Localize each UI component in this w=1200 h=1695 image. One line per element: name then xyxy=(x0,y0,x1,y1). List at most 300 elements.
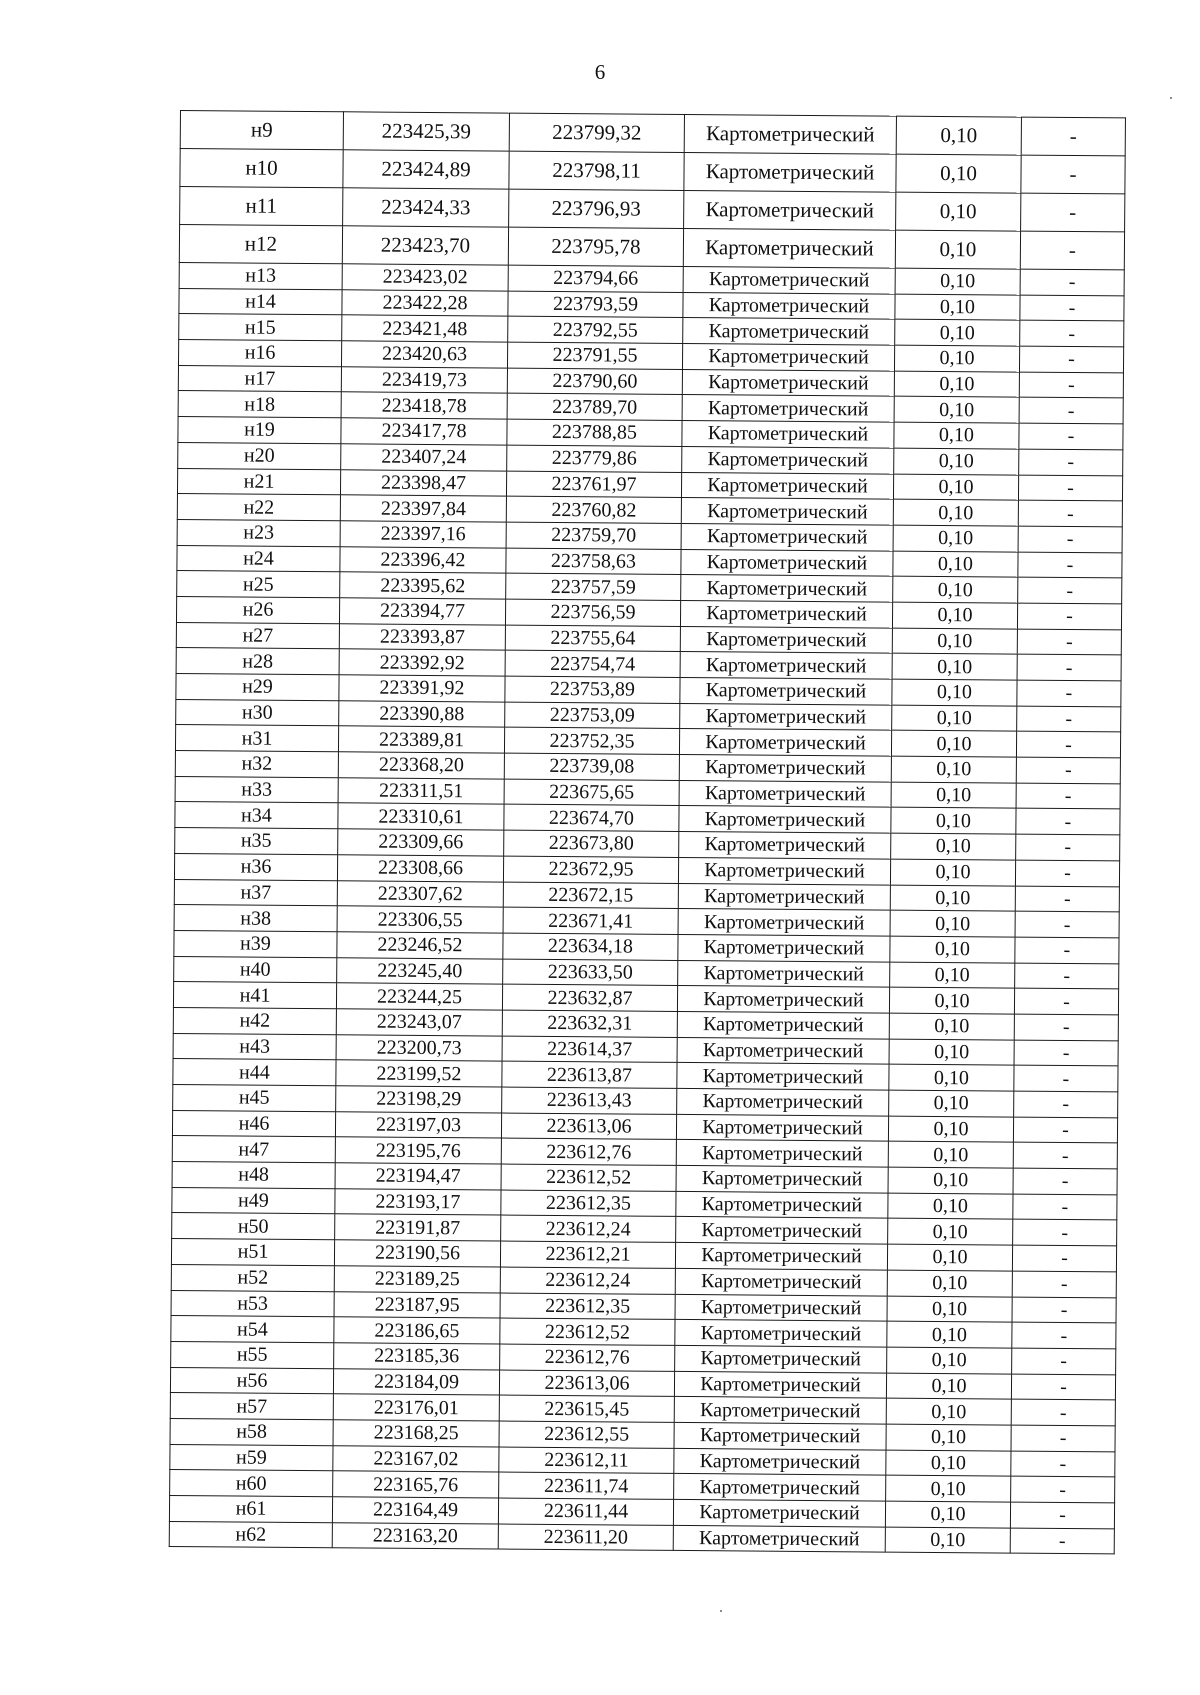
y-coordinate-cell: 223672,95 xyxy=(503,856,678,883)
method-cell: Картометрический xyxy=(683,266,895,293)
accuracy-cell: 0,10 xyxy=(889,1039,1014,1066)
accuracy-cell: 0,10 xyxy=(895,230,1020,269)
description-cell: - xyxy=(1015,886,1119,913)
point-name-cell: н22 xyxy=(177,494,340,521)
accuracy-cell: 0,10 xyxy=(893,525,1018,552)
x-coordinate-cell: 223163,20 xyxy=(332,1522,498,1549)
x-coordinate-cell: 223198,29 xyxy=(336,1086,502,1113)
y-coordinate-cell: 223788,85 xyxy=(507,419,682,446)
description-cell: - xyxy=(1019,398,1123,425)
accuracy-cell: 0,10 xyxy=(887,1321,1012,1348)
y-coordinate-cell: 223672,15 xyxy=(503,882,678,909)
accuracy-cell: 0,10 xyxy=(892,679,1017,706)
x-coordinate-cell: 223368,20 xyxy=(338,752,504,779)
x-coordinate-cell: 223194,47 xyxy=(335,1163,501,1190)
y-coordinate-cell: 223632,87 xyxy=(502,984,677,1011)
method-cell: Картометрический xyxy=(681,575,893,602)
y-coordinate-cell: 223675,65 xyxy=(504,779,679,806)
accuracy-cell: 0,10 xyxy=(893,551,1018,578)
point-name-cell: н21 xyxy=(177,468,340,495)
y-coordinate-cell: 223791,55 xyxy=(507,342,682,369)
y-coordinate-cell: 223753,09 xyxy=(505,702,680,729)
description-cell: - xyxy=(1012,1348,1116,1375)
description-cell: - xyxy=(1017,654,1121,681)
accuracy-cell: 0,10 xyxy=(890,936,1015,963)
description-cell: - xyxy=(1020,269,1124,296)
description-cell: - xyxy=(1014,1091,1118,1118)
accuracy-cell: 0,10 xyxy=(888,1116,1013,1143)
method-cell: Картометрический xyxy=(677,1063,889,1090)
point-name-cell: н58 xyxy=(170,1418,333,1445)
description-cell: - xyxy=(1018,552,1122,579)
description-cell: - xyxy=(1018,475,1122,502)
x-coordinate-cell: 223424,89 xyxy=(343,150,509,189)
description-cell: - xyxy=(1017,706,1121,733)
point-name-cell: н32 xyxy=(175,751,338,778)
method-cell: Картометрический xyxy=(674,1474,886,1501)
method-cell: Картометрический xyxy=(676,1191,888,1218)
description-cell: - xyxy=(1014,1040,1118,1067)
y-coordinate-cell: 223759,70 xyxy=(506,522,681,549)
description-cell: - xyxy=(1020,231,1124,270)
method-cell: Картометрический xyxy=(680,677,892,704)
x-coordinate-cell: 223306,55 xyxy=(337,906,503,933)
x-coordinate-cell: 223164,49 xyxy=(332,1497,498,1524)
x-coordinate-cell: 223187,95 xyxy=(334,1291,500,1318)
description-cell: - xyxy=(1021,155,1125,194)
method-cell: Картометрический xyxy=(682,344,894,371)
point-name-cell: н52 xyxy=(171,1264,334,1291)
point-name-cell: н14 xyxy=(179,288,342,315)
x-coordinate-cell: 223190,56 xyxy=(334,1240,500,1267)
y-coordinate-cell: 223792,55 xyxy=(508,316,683,343)
y-coordinate-cell: 223790,60 xyxy=(507,368,682,395)
y-coordinate-cell: 223613,06 xyxy=(499,1370,674,1397)
accuracy-cell: 0,10 xyxy=(894,371,1019,398)
point-name-cell: н44 xyxy=(173,1059,336,1086)
point-name-cell: н55 xyxy=(171,1341,334,1368)
y-coordinate-cell: 223612,76 xyxy=(501,1138,676,1165)
x-coordinate-cell: 223422,28 xyxy=(342,289,508,316)
y-coordinate-cell: 223673,80 xyxy=(504,830,679,857)
y-coordinate-cell: 223633,50 xyxy=(503,959,678,986)
point-name-cell: н24 xyxy=(177,545,340,572)
accuracy-cell: 0,10 xyxy=(889,1013,1014,1040)
x-coordinate-cell: 223310,61 xyxy=(338,803,504,830)
y-coordinate-cell: 223796,93 xyxy=(509,189,684,228)
method-cell: Картометрический xyxy=(679,832,891,859)
x-coordinate-cell: 223197,03 xyxy=(335,1111,501,1138)
x-coordinate-cell: 223186,65 xyxy=(334,1317,500,1344)
point-name-cell: н38 xyxy=(174,905,337,932)
description-cell: - xyxy=(1013,1220,1117,1247)
description-cell: - xyxy=(1012,1245,1116,1272)
description-cell: - xyxy=(1021,193,1125,232)
description-cell: - xyxy=(1011,1425,1115,1452)
method-cell: Картометрический xyxy=(674,1397,886,1424)
description-cell: - xyxy=(1019,372,1123,399)
accuracy-cell: 0,10 xyxy=(888,1193,1013,1220)
method-cell: Картометрический xyxy=(675,1294,887,1321)
description-cell: - xyxy=(1021,117,1125,156)
coordinates-table xyxy=(169,110,1126,1555)
y-coordinate-cell: 223739,08 xyxy=(504,753,679,780)
x-coordinate-cell: 223244,25 xyxy=(336,983,502,1010)
method-cell: Картометрический xyxy=(680,703,892,730)
y-coordinate-cell: 223634,18 xyxy=(503,933,678,960)
y-coordinate-cell: 223612,52 xyxy=(501,1164,676,1191)
point-name-cell: н41 xyxy=(173,982,336,1009)
x-coordinate-cell: 223417,78 xyxy=(341,418,507,445)
x-coordinate-cell: 223423,02 xyxy=(342,264,508,291)
point-name-cell: н50 xyxy=(172,1213,335,1240)
x-coordinate-cell: 223425,39 xyxy=(343,112,509,151)
accuracy-cell: 0,10 xyxy=(892,602,1017,629)
description-cell: - xyxy=(1011,1399,1115,1426)
y-coordinate-cell: 223613,43 xyxy=(502,1087,677,1114)
description-cell: - xyxy=(1013,1168,1117,1195)
description-cell: - xyxy=(1010,1502,1114,1529)
method-cell: Картометрический xyxy=(682,446,894,473)
description-cell: - xyxy=(1011,1374,1115,1401)
y-coordinate-cell: 223612,24 xyxy=(500,1267,675,1294)
description-cell: - xyxy=(1017,680,1121,707)
y-coordinate-cell: 223752,35 xyxy=(504,727,679,754)
x-coordinate-cell: 223424,33 xyxy=(343,188,509,227)
accuracy-cell: 0,10 xyxy=(893,576,1018,603)
y-coordinate-cell: 223793,59 xyxy=(508,291,683,318)
method-cell: Картометрический xyxy=(677,986,889,1013)
x-coordinate-cell: 223311,51 xyxy=(338,778,504,805)
point-name-cell: н27 xyxy=(176,622,339,649)
method-cell: Картометрический xyxy=(677,1011,889,1038)
y-coordinate-cell: 223761,97 xyxy=(506,471,681,498)
description-cell: - xyxy=(1018,500,1122,527)
point-name-cell: н43 xyxy=(173,1033,336,1060)
x-coordinate-cell: 223397,84 xyxy=(340,495,506,522)
scan-speck xyxy=(1170,97,1172,99)
point-name-cell: н28 xyxy=(176,648,339,675)
x-coordinate-cell: 223391,92 xyxy=(339,675,505,702)
accuracy-cell: 0,10 xyxy=(890,962,1015,989)
description-cell: - xyxy=(1014,1014,1118,1041)
method-cell: Картометрический xyxy=(678,960,890,987)
x-coordinate-cell: 223423,70 xyxy=(342,226,508,265)
y-coordinate-cell: 223756,59 xyxy=(505,599,680,626)
method-cell: Картометрический xyxy=(680,626,892,653)
accuracy-cell: 0,10 xyxy=(895,294,1020,321)
point-name-cell: н48 xyxy=(172,1162,335,1189)
point-name-cell: н54 xyxy=(171,1316,334,1343)
method-cell: Картометрический xyxy=(675,1268,887,1295)
method-cell: Картометрический xyxy=(679,806,891,833)
y-coordinate-cell: 223614,37 xyxy=(502,1036,677,1063)
method-cell: Картометрический xyxy=(678,934,890,961)
y-coordinate-cell: 223757,59 xyxy=(506,573,681,600)
y-coordinate-cell: 223632,31 xyxy=(502,1010,677,1037)
y-coordinate-cell: 223789,70 xyxy=(507,394,682,421)
y-coordinate-cell: 223754,74 xyxy=(505,650,680,677)
x-coordinate-cell: 223396,42 xyxy=(340,546,506,573)
description-cell: - xyxy=(1015,860,1119,887)
description-cell: - xyxy=(1016,809,1120,836)
method-cell: Картометрический xyxy=(679,780,891,807)
x-coordinate-cell: 223419,73 xyxy=(341,367,507,394)
point-name-cell: н10 xyxy=(180,149,343,188)
description-cell: - xyxy=(1019,423,1123,450)
accuracy-cell: 0,10 xyxy=(888,1219,1013,1246)
method-cell: Картометрический xyxy=(677,1088,889,1115)
point-name-cell: н61 xyxy=(169,1495,332,1522)
accuracy-cell: 0,10 xyxy=(896,192,1021,231)
point-name-cell: н57 xyxy=(170,1393,333,1420)
description-cell: - xyxy=(1012,1322,1116,1349)
y-coordinate-cell: 223612,55 xyxy=(499,1421,674,1448)
point-name-cell: н56 xyxy=(170,1367,333,1394)
method-cell: Картометрический xyxy=(675,1243,887,1270)
accuracy-cell: 0,10 xyxy=(889,1090,1014,1117)
coordinates-table-body xyxy=(169,111,1125,1555)
x-coordinate-cell: 223185,36 xyxy=(334,1343,500,1370)
method-cell: Картометрический xyxy=(680,652,892,679)
description-cell: - xyxy=(1019,449,1123,476)
point-name-cell: н16 xyxy=(178,340,341,367)
y-coordinate-cell: 223798,11 xyxy=(509,151,684,190)
accuracy-cell: 0,10 xyxy=(889,987,1014,1014)
x-coordinate-cell: 223397,16 xyxy=(340,521,506,548)
x-coordinate-cell: 223199,52 xyxy=(336,1060,502,1087)
accuracy-cell: 0,10 xyxy=(890,885,1015,912)
point-name-cell: н19 xyxy=(178,417,341,444)
point-name-cell: н18 xyxy=(178,391,341,418)
description-cell: - xyxy=(1018,526,1122,553)
method-cell: Картометрический xyxy=(675,1345,887,1372)
point-name-cell: н45 xyxy=(173,1084,336,1111)
x-coordinate-cell: 223308,66 xyxy=(337,855,503,882)
y-coordinate-cell: 223613,87 xyxy=(502,1061,677,1088)
accuracy-cell: 0,10 xyxy=(891,808,1016,835)
accuracy-cell: 0,10 xyxy=(895,268,1020,295)
point-name-cell: н17 xyxy=(178,365,341,392)
description-cell: - xyxy=(1016,757,1120,784)
description-cell: - xyxy=(1013,1117,1117,1144)
description-cell: - xyxy=(1018,577,1122,604)
point-name-cell: н42 xyxy=(173,1007,336,1034)
method-cell: Картометрический xyxy=(675,1320,887,1347)
y-coordinate-cell: 223671,41 xyxy=(503,907,678,934)
accuracy-cell: 0,10 xyxy=(893,474,1018,501)
accuracy-cell: 0,10 xyxy=(885,1501,1010,1528)
x-coordinate-cell: 223245,40 xyxy=(337,957,503,984)
accuracy-cell: 0,10 xyxy=(888,1167,1013,1194)
accuracy-cell: 0,10 xyxy=(886,1424,1011,1451)
description-cell: - xyxy=(1012,1271,1116,1298)
accuracy-cell: 0,10 xyxy=(885,1527,1010,1554)
y-coordinate-cell: 223795,78 xyxy=(508,227,683,266)
accuracy-cell: 0,10 xyxy=(886,1475,1011,1502)
accuracy-cell: 0,10 xyxy=(894,422,1019,449)
x-coordinate-cell: 223307,62 xyxy=(337,880,503,907)
x-coordinate-cell: 223398,47 xyxy=(340,469,506,496)
x-coordinate-cell: 223176,01 xyxy=(333,1394,499,1421)
point-name-cell: н60 xyxy=(170,1470,333,1497)
accuracy-cell: 0,10 xyxy=(894,448,1019,475)
description-cell: - xyxy=(1020,295,1124,322)
accuracy-cell: 0,10 xyxy=(894,345,1019,372)
description-cell: - xyxy=(1020,320,1124,347)
description-cell: - xyxy=(1015,911,1119,938)
method-cell: Картометрический xyxy=(674,1371,886,1398)
accuracy-cell: 0,10 xyxy=(894,397,1019,424)
method-cell: Картометрический xyxy=(673,1499,885,1526)
point-name-cell: н13 xyxy=(179,262,342,289)
y-coordinate-cell: 223779,86 xyxy=(507,445,682,472)
x-coordinate-cell: 223184,09 xyxy=(333,1368,499,1395)
method-cell: Картометрический xyxy=(681,523,893,550)
x-coordinate-cell: 223407,24 xyxy=(341,444,507,471)
y-coordinate-cell: 223758,63 xyxy=(506,548,681,575)
method-cell: Картометрический xyxy=(684,152,896,192)
point-name-cell: н33 xyxy=(175,776,338,803)
description-cell: - xyxy=(1010,1528,1114,1555)
x-coordinate-cell: 223165,76 xyxy=(333,1471,499,1498)
method-cell: Картометрический xyxy=(681,549,893,576)
x-coordinate-cell: 223167,02 xyxy=(333,1445,499,1472)
description-cell: - xyxy=(1017,603,1121,630)
x-coordinate-cell: 223389,81 xyxy=(338,726,504,753)
y-coordinate-cell: 223612,11 xyxy=(499,1447,674,1474)
y-coordinate-cell: 223612,52 xyxy=(500,1318,675,1345)
description-cell: - xyxy=(1017,629,1121,656)
y-coordinate-cell: 223760,82 xyxy=(506,496,681,523)
point-name-cell: н59 xyxy=(170,1444,333,1471)
accuracy-cell: 0,10 xyxy=(890,859,1015,886)
point-name-cell: н37 xyxy=(174,879,337,906)
point-name-cell: н47 xyxy=(172,1136,335,1163)
method-cell: Картометрический xyxy=(682,369,894,396)
accuracy-cell: 0,10 xyxy=(892,628,1017,655)
method-cell: Картометрический xyxy=(683,318,895,345)
method-cell: Картометрический xyxy=(678,857,890,884)
method-cell: Картометрический xyxy=(682,421,894,448)
point-name-cell: н12 xyxy=(179,225,342,264)
point-name-cell: н26 xyxy=(176,596,339,623)
description-cell: - xyxy=(1016,731,1120,758)
accuracy-cell: 0,10 xyxy=(893,499,1018,526)
x-coordinate-cell: 223193,17 xyxy=(335,1189,501,1216)
accuracy-cell: 0,10 xyxy=(896,116,1021,155)
x-coordinate-cell: 223420,63 xyxy=(341,341,507,368)
point-name-cell: н35 xyxy=(175,828,338,855)
y-coordinate-cell: 223615,45 xyxy=(499,1395,674,1422)
method-cell: Картометрический xyxy=(679,729,891,756)
method-cell: Картометрический xyxy=(683,228,895,268)
description-cell: - xyxy=(1012,1297,1116,1324)
x-coordinate-cell: 223392,92 xyxy=(339,649,505,676)
method-cell: Картометрический xyxy=(680,600,892,627)
y-coordinate-cell: 223799,32 xyxy=(509,113,684,152)
method-cell: Картометрический xyxy=(683,292,895,319)
point-name-cell: н30 xyxy=(176,699,339,726)
method-cell: Картометрический xyxy=(674,1448,886,1475)
method-cell: Картометрический xyxy=(678,909,890,936)
point-name-cell: н36 xyxy=(174,853,337,880)
point-name-cell: н23 xyxy=(177,519,340,546)
description-cell: - xyxy=(1013,1194,1117,1221)
accuracy-cell: 0,10 xyxy=(891,833,1016,860)
point-name-cell: н46 xyxy=(172,1110,335,1137)
point-name-cell: н9 xyxy=(180,111,343,150)
method-cell: Картометрический xyxy=(684,190,896,230)
description-cell: - xyxy=(1016,783,1120,810)
y-coordinate-cell: 223755,64 xyxy=(505,625,680,652)
accuracy-cell: 0,10 xyxy=(886,1373,1011,1400)
x-coordinate-cell: 223421,48 xyxy=(342,315,508,342)
description-cell: - xyxy=(1014,988,1118,1015)
accuracy-cell: 0,10 xyxy=(886,1398,1011,1425)
x-coordinate-cell: 223246,52 xyxy=(337,932,503,959)
accuracy-cell: 0,10 xyxy=(889,1064,1014,1091)
x-coordinate-cell: 223195,76 xyxy=(335,1137,501,1164)
y-coordinate-cell: 223612,76 xyxy=(500,1344,675,1371)
description-cell: - xyxy=(1011,1476,1115,1503)
accuracy-cell: 0,10 xyxy=(896,154,1021,193)
accuracy-cell: 0,10 xyxy=(887,1347,1012,1374)
method-cell: Картометрический xyxy=(676,1217,888,1244)
description-cell: - xyxy=(1016,834,1120,861)
accuracy-cell: 0,10 xyxy=(891,756,1016,783)
x-coordinate-cell: 223189,25 xyxy=(334,1266,500,1293)
method-cell: Картометрический xyxy=(677,1037,889,1064)
description-cell: - xyxy=(1014,1065,1118,1092)
method-cell: Картометрический xyxy=(673,1525,885,1552)
point-name-cell: н34 xyxy=(175,802,338,829)
description-cell: - xyxy=(1013,1142,1117,1169)
method-cell: Картометрический xyxy=(676,1165,888,1192)
point-name-cell: н62 xyxy=(169,1521,332,1548)
y-coordinate-cell: 223612,35 xyxy=(500,1293,675,1320)
point-name-cell: н25 xyxy=(177,571,340,598)
y-coordinate-cell: 223611,20 xyxy=(498,1524,673,1551)
y-coordinate-cell: 223613,06 xyxy=(501,1113,676,1140)
x-coordinate-cell: 223200,73 xyxy=(336,1034,502,1061)
accuracy-cell: 0,10 xyxy=(892,705,1017,732)
accuracy-cell: 0,10 xyxy=(887,1270,1012,1297)
accuracy-cell: 0,10 xyxy=(891,730,1016,757)
method-cell: Картометрический xyxy=(682,395,894,422)
accuracy-cell: 0,10 xyxy=(891,782,1016,809)
description-cell: - xyxy=(1011,1451,1115,1478)
method-cell: Картометрический xyxy=(674,1422,886,1449)
description-cell: - xyxy=(1015,963,1119,990)
y-coordinate-cell: 223611,74 xyxy=(499,1472,674,1499)
x-coordinate-cell: 223395,62 xyxy=(340,572,506,599)
point-name-cell: н39 xyxy=(174,930,337,957)
accuracy-cell: 0,10 xyxy=(887,1296,1012,1323)
accuracy-cell: 0,10 xyxy=(886,1450,1011,1477)
x-coordinate-cell: 223418,78 xyxy=(341,392,507,419)
x-coordinate-cell: 223394,77 xyxy=(339,598,505,625)
accuracy-cell: 0,10 xyxy=(888,1141,1013,1168)
description-cell: - xyxy=(1019,346,1123,373)
method-cell: Картометрический xyxy=(676,1140,888,1167)
x-coordinate-cell: 223168,25 xyxy=(333,1420,499,1447)
y-coordinate-cell: 223612,24 xyxy=(501,1215,676,1242)
point-name-cell: н29 xyxy=(176,673,339,700)
method-cell: Картометрический xyxy=(681,498,893,525)
method-cell: Картометрический xyxy=(679,755,891,782)
y-coordinate-cell: 223794,66 xyxy=(508,265,683,292)
